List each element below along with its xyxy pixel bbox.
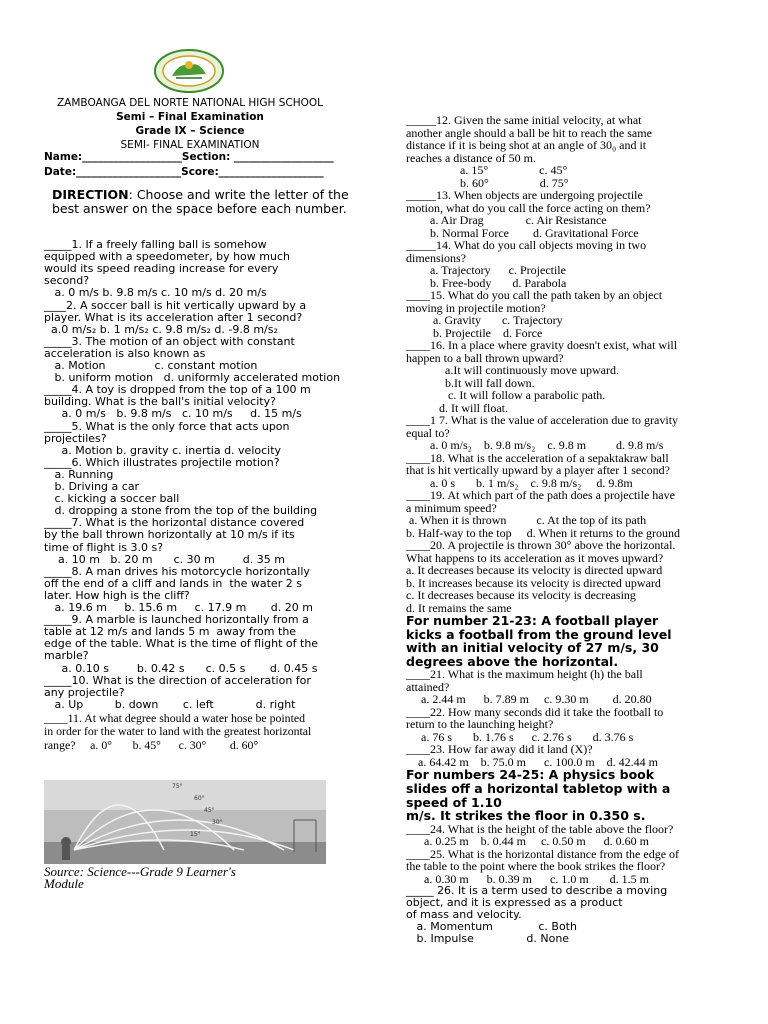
exam-title: Semi – Final Examination xyxy=(116,111,264,123)
right-question-line: b. Free-body d. Parabola xyxy=(406,275,567,290)
right-question-line: ____23. How far away did it land (X)? xyxy=(406,742,593,757)
right-question-line: a. 0.25 m b. 0.44 m c. 0.50 m d. 0.60 m xyxy=(406,834,649,849)
right-question-line: a. 2.44 m b. 7.89 m c. 9.30 m d. 20.80 xyxy=(406,692,652,707)
left-question-line: a. Motion b. gravity c. inertia d. velocity xyxy=(44,443,282,457)
left-question-line: _____10. What is the direction of acceleration for xyxy=(44,673,311,687)
right-question-line: a. It decreases because its velocity is directed upward xyxy=(406,563,663,577)
right-question-line: a. 0 s b. 1 m/s₂ c. 9.8 m/s₂ d. 9.8m xyxy=(406,475,633,490)
right-question-line: motion, what do you call the force acting on them? xyxy=(406,200,651,215)
right-question-line: a. 15° c. 45° xyxy=(406,163,568,177)
left-question-line: a. 10 m b. 20 m c. 30 m d. 35 m xyxy=(44,552,285,566)
left-question-line: building. What is the ball's initial velocity? xyxy=(44,395,276,409)
right-question-line: object, and it is expressed as a product xyxy=(406,896,623,910)
right-question-line: a. 64.42 m b. 75.0 m c. 100.0 m d. 42.44 m xyxy=(406,754,658,769)
school-seal-icon xyxy=(152,48,226,94)
right-question-line: equal to? xyxy=(406,425,450,440)
right-question-line: ____24. What is the height of the table above the floor? xyxy=(406,821,674,836)
right-question-line: a. Momentum c. Both xyxy=(406,919,577,933)
right-question-line: moving in projectile motion? xyxy=(406,300,546,315)
left-question-line: _____1. If a freely falling ball is somehow xyxy=(44,238,267,251)
left-question-line: projectiles? xyxy=(44,431,107,445)
left-question-line: c. kicking a soccer ball xyxy=(44,492,180,506)
left-question-line: equipped with a speedometer, by how much xyxy=(44,250,290,264)
problem-statement-line: m/s. It strikes the floor in 0.350 s. xyxy=(406,808,646,824)
problem-statement-line: slides off a horizontal tabletop with a xyxy=(406,781,671,796)
right-question-line: attained? xyxy=(406,679,450,694)
right-question-line: d. It will float. xyxy=(406,400,508,415)
right-question-line: b. Normal Force d. Gravitational Force xyxy=(406,225,639,240)
left-question-line: a. Motion c. constant motion xyxy=(44,359,258,372)
right-question-line: ____20. A projectile is thrown 30° above the horizontal. xyxy=(406,538,676,552)
exam-title-caps: SEMI- FINAL EXAMINATION xyxy=(120,139,260,151)
right-question-line: _____12. Given the same initial velocity, at what xyxy=(406,113,642,127)
left-question-line: d. dropping a stone from the top of the building xyxy=(44,504,318,518)
right-question-line: a.It will continuously move upward. xyxy=(406,363,619,377)
left-question-line: _____3. The motion of an object with constant xyxy=(44,334,295,348)
right-question-line: b. Half-way to the top d. When it returns to the ground xyxy=(406,525,681,540)
left-question-line: b. uniform motion d. uniformly accelerated motion xyxy=(44,371,341,385)
school-name: ZAMBOANGA DEL NORTE NATIONAL HIGH SCHOOL xyxy=(56,97,324,109)
left-question-line: ____2. A soccer ball is hit vertically upward by a xyxy=(44,298,307,312)
left-question-line: range? a. 0° b. 45° c. 30° d. 60° xyxy=(44,737,259,752)
right-question-line: return to the launching height? xyxy=(406,717,554,732)
right-question-line: distance if it is being shot at an angle of 30₀ and it xyxy=(406,138,647,152)
left-question-line: _____4. A toy is dropped from the top of a 100 m xyxy=(44,383,311,397)
right-question-line: a. Gravity c. Trajectory xyxy=(406,313,563,327)
left-question-line: off the end of a cliff and lands in the water 2 s xyxy=(44,576,302,590)
problem-statement-line: For number 21-23: A football player xyxy=(406,613,659,628)
problem-statement-line: with an initial velocity of 27 m/s, 30 xyxy=(406,640,659,656)
left-question-line: _____9. A marble is launched horizontally from a xyxy=(44,613,309,627)
left-question-line: in order for the water to land with the greatest horizontal xyxy=(44,724,312,739)
angle-label: 60° xyxy=(194,795,205,802)
right-question-line: another angle should a ball be hit to reach the same xyxy=(406,125,652,140)
right-question-line: reaches a distance of 50 m. xyxy=(406,150,536,165)
right-question-line: _____13. When objects are undergoing projectile xyxy=(406,188,643,202)
right-question-line: ____1 7. What is the value of acceleration due to gravity xyxy=(406,413,679,427)
grade-subject: Grade IX – Science xyxy=(135,125,245,137)
left-question-line: marble? xyxy=(44,649,89,663)
right-question-line: a. 76 s b. 1.76 s c. 2.76 s d. 3.76 s xyxy=(406,729,634,744)
left-question-line: would its speed reading increase for every xyxy=(44,262,279,276)
left-question-line: second? xyxy=(44,274,90,288)
right-question-line: ____18. What is the acceleration of a sepaktakraw ball xyxy=(406,450,669,465)
angle-label: 45° xyxy=(204,807,215,814)
right-question-line: b. 60° d. 75° xyxy=(406,175,569,190)
direction-text xyxy=(52,188,362,216)
caption-line-2: Module xyxy=(44,876,84,891)
left-question-line: later. How high is the cliff? xyxy=(44,588,190,602)
right-question-line: _____14. What do you call objects moving in two xyxy=(406,238,647,252)
left-question-line: a. 19.6 m b. 15.6 m c. 17.9 m d. 20 m xyxy=(44,601,313,614)
left-question-line: a. Up b. down c. left d. right xyxy=(44,697,296,711)
right-question-line: a. When it is thrown c. At the top of its path xyxy=(406,513,647,527)
right-question-line: a minimum speed? xyxy=(406,500,497,515)
left-question-line: edge of the table. What is the time of flight of the xyxy=(44,637,319,651)
name-section-line: Name:___________________Section: ___________________ xyxy=(44,151,334,163)
right-question-line: c. It decreases because its velocity is decreasing xyxy=(406,588,636,602)
right-question-line: ____21. What is the maximum height (h) the ball xyxy=(406,667,643,682)
right-question-line: the table to the point where the book strikes the floor? xyxy=(406,859,666,874)
left-question-line: _____6. Which illustrates projectile motion? xyxy=(44,455,280,469)
right-question-line: ____19. At which part of the path does a projectile have xyxy=(406,488,675,502)
problem-statement-line: degrees above the horizontal. xyxy=(406,653,619,669)
left-question-line: time of flight is 3.0 s? xyxy=(44,540,164,554)
left-question-line: b. Driving a car xyxy=(44,480,140,493)
right-question-line: d. It remains the same xyxy=(406,600,512,615)
right-question-line: happen to a ball thrown upward? xyxy=(406,350,564,365)
left-question-line: a.0 m/s₂ b. 1 m/s₂ c. 9.8 m/s₂ d. -9.8 m/s₂ xyxy=(44,322,278,336)
right-question-line: a. Trajectory c. Projectile xyxy=(406,263,566,277)
right-question-line: a. 0.30 m b. 0.39 m c. 1.0 m d. 1.5 m xyxy=(406,871,649,886)
left-question-line: _____8. A man drives his motorcycle horizontally xyxy=(44,564,310,578)
right-question-line: a. 0 m/s₂ b. 9.8 m/s₂ c. 9.8 m d. 9.8 m/s xyxy=(406,438,664,452)
right-question-line: ____15. What do you call the path taken by an object xyxy=(406,288,663,302)
direction-body: : Choose and write the letter of the best answer on the space before each number. xyxy=(52,187,349,216)
projectile-angles-figure xyxy=(44,780,326,864)
left-question-line: ____11. At what degree should a water hose be pointed xyxy=(44,710,305,725)
right-question-line: dimensions? xyxy=(406,250,466,265)
left-question-line: _____7. What is the horizontal distance covered xyxy=(44,516,305,530)
right-question-line: _____ 26. It is a term used to describe a moving xyxy=(406,884,668,898)
direction-label: DIRECTION xyxy=(52,187,129,202)
left-question-line: by the ball thrown horizontally at 10 m/s if its xyxy=(44,528,295,542)
right-question-line: a. Air Drag c. Air Resistance xyxy=(406,213,607,227)
left-question-line: a. Running xyxy=(44,467,114,481)
problem-statement-line: kicks a football from the ground level xyxy=(406,626,672,642)
angle-label: 75° xyxy=(172,783,183,790)
right-question-line: b.It will fall down. xyxy=(406,375,535,390)
left-question-line: player. What is its acceleration after 1 second? xyxy=(44,310,303,324)
right-question-line: ____16. In a place where gravity doesn't exist, what will xyxy=(406,338,678,352)
right-question-line: c. It will follow a parabolic path. xyxy=(406,388,606,402)
right-question-line: ____25. What is the horizontal distance from the edge of xyxy=(406,846,680,861)
right-question-line: b. It increases because its velocity is directed upward xyxy=(406,575,661,590)
date-score-line: Date:____________________Score:____________________ xyxy=(44,166,324,178)
right-question-line: b. Projectile d. Force xyxy=(406,325,543,340)
caption-line-1: Source: Science---Grade 9 Learner's xyxy=(44,864,236,879)
problem-statement-line: For numbers 24-25: A physics book xyxy=(406,767,655,783)
right-question-line: of mass and velocity. xyxy=(406,907,522,921)
angle-label: 15° xyxy=(190,831,201,838)
left-question-line: acceleration is also known as xyxy=(44,346,206,360)
angle-label: 30° xyxy=(212,819,223,826)
left-question-line: table at 12 m/s and lands 5 m away from the xyxy=(44,625,297,639)
right-question-line: What happens to its acceleration as it moves upward? xyxy=(406,550,664,565)
problem-statement-line: speed of 1.10 xyxy=(406,794,502,810)
left-question-line: a. 0 m/s b. 9.8 m/s c. 10 m/s d. 15 m/s xyxy=(44,407,302,421)
right-question-line: b. Impulse d. None xyxy=(406,931,570,945)
right-question-line: that is hit vertically upward by a player after 1 second? xyxy=(406,463,670,477)
left-question-line: a. 0 m/s b. 9.8 m/s c. 10 m/s d. 20 m/s xyxy=(44,286,267,300)
figure-caption xyxy=(44,866,236,890)
left-question-line: any projectile? xyxy=(44,685,125,699)
right-question-line: ____22. How many seconds did it take the football to xyxy=(406,704,664,719)
left-question-line: _____5. What is the only force that acts upon xyxy=(44,419,290,433)
left-question-line: a. 0.10 s b. 0.42 s c. 0.5 s d. 0.45 s xyxy=(44,661,318,675)
